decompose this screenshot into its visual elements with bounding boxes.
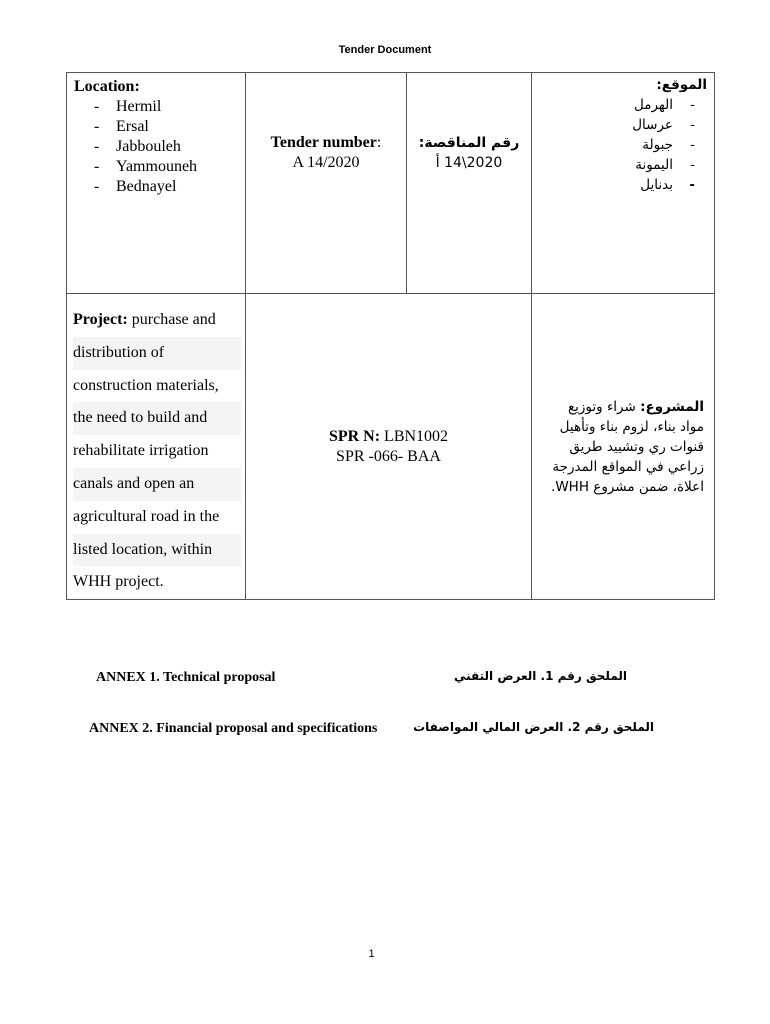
spr-code: SPR -066- BAA: [336, 447, 441, 465]
location-ar-cell: [532, 73, 715, 294]
project-line: agricultural road in the: [73, 501, 241, 534]
location-list: [74, 97, 239, 197]
project-ar-label: المشروع:: [640, 398, 704, 415]
list-item: - بدنايل: [538, 175, 695, 195]
project-line: rehabilitate irrigation: [73, 435, 241, 468]
list-item: - اليمونة: [538, 155, 695, 175]
project-line: listed location, within: [73, 534, 241, 567]
annex-2-label: ANNEX 2. Financial proposal and specifications: [89, 721, 378, 736]
list-item: - Hermil: [94, 97, 239, 117]
project-cell: [67, 294, 246, 600]
list-item: - Bednayel: [94, 177, 239, 197]
location-ar-list: [538, 95, 707, 195]
tender-number-cell: [246, 73, 407, 294]
project-line: purchase and: [127, 311, 216, 328]
page-number: 1: [368, 948, 375, 960]
tender-number-value: A 14/2020: [292, 154, 360, 171]
location-ar-label: الموقع:: [656, 77, 707, 93]
table-row: [67, 73, 715, 294]
tender-number-ar-value: 2020\14 أ: [435, 155, 503, 171]
tender-number-ar-cell: [407, 73, 532, 294]
project-ar-cell: [532, 294, 715, 600]
annex-1-label: ANNEX 1. Technical proposal: [96, 670, 276, 685]
list-item: - Jabbouleh: [94, 137, 239, 157]
project-line: canals and open an: [73, 468, 241, 501]
location-label: Location:: [74, 78, 140, 95]
project-line: WHH project.: [73, 566, 241, 599]
document-title: Tender Document: [338, 44, 432, 56]
spr-value: LBN1002: [380, 427, 449, 445]
project-line: construction materials,: [73, 370, 241, 403]
project-ar-text: شراء وتوزيع مواد بناء، لزوم بناء وتأهيل قنوات ري وتشييد طريق زراعي في المواقع المدرجة اعلاة، ضمن مشروع WHH.: [551, 398, 704, 495]
spr-cell: [246, 294, 532, 600]
spr-label: SPR N:: [328, 427, 381, 445]
tender-number-colon: :: [376, 134, 382, 151]
annex-2-ar-label: الملحق رقم 2. العرض المالي المواصفات: [413, 720, 654, 734]
project-line: the need to build and: [73, 402, 241, 435]
list-item: - الهرمل: [538, 95, 695, 115]
list-item: - جبولة: [538, 135, 695, 155]
list-item: - عرسال: [538, 115, 695, 135]
project-line: distribution of: [73, 337, 241, 370]
tender-number-ar-label: رقم المناقصة:: [418, 135, 520, 151]
list-item: - Yammouneh: [94, 157, 239, 177]
project-label: Project:: [73, 311, 128, 328]
tender-number-label: Tender number: [270, 134, 377, 151]
location-cell: [67, 73, 246, 294]
list-item: - Ersal: [94, 117, 239, 137]
tender-info-table: [66, 72, 715, 600]
annex-1-ar-label: الملحق رقم 1. العرض التقني: [453, 669, 627, 683]
table-row: [67, 294, 715, 600]
